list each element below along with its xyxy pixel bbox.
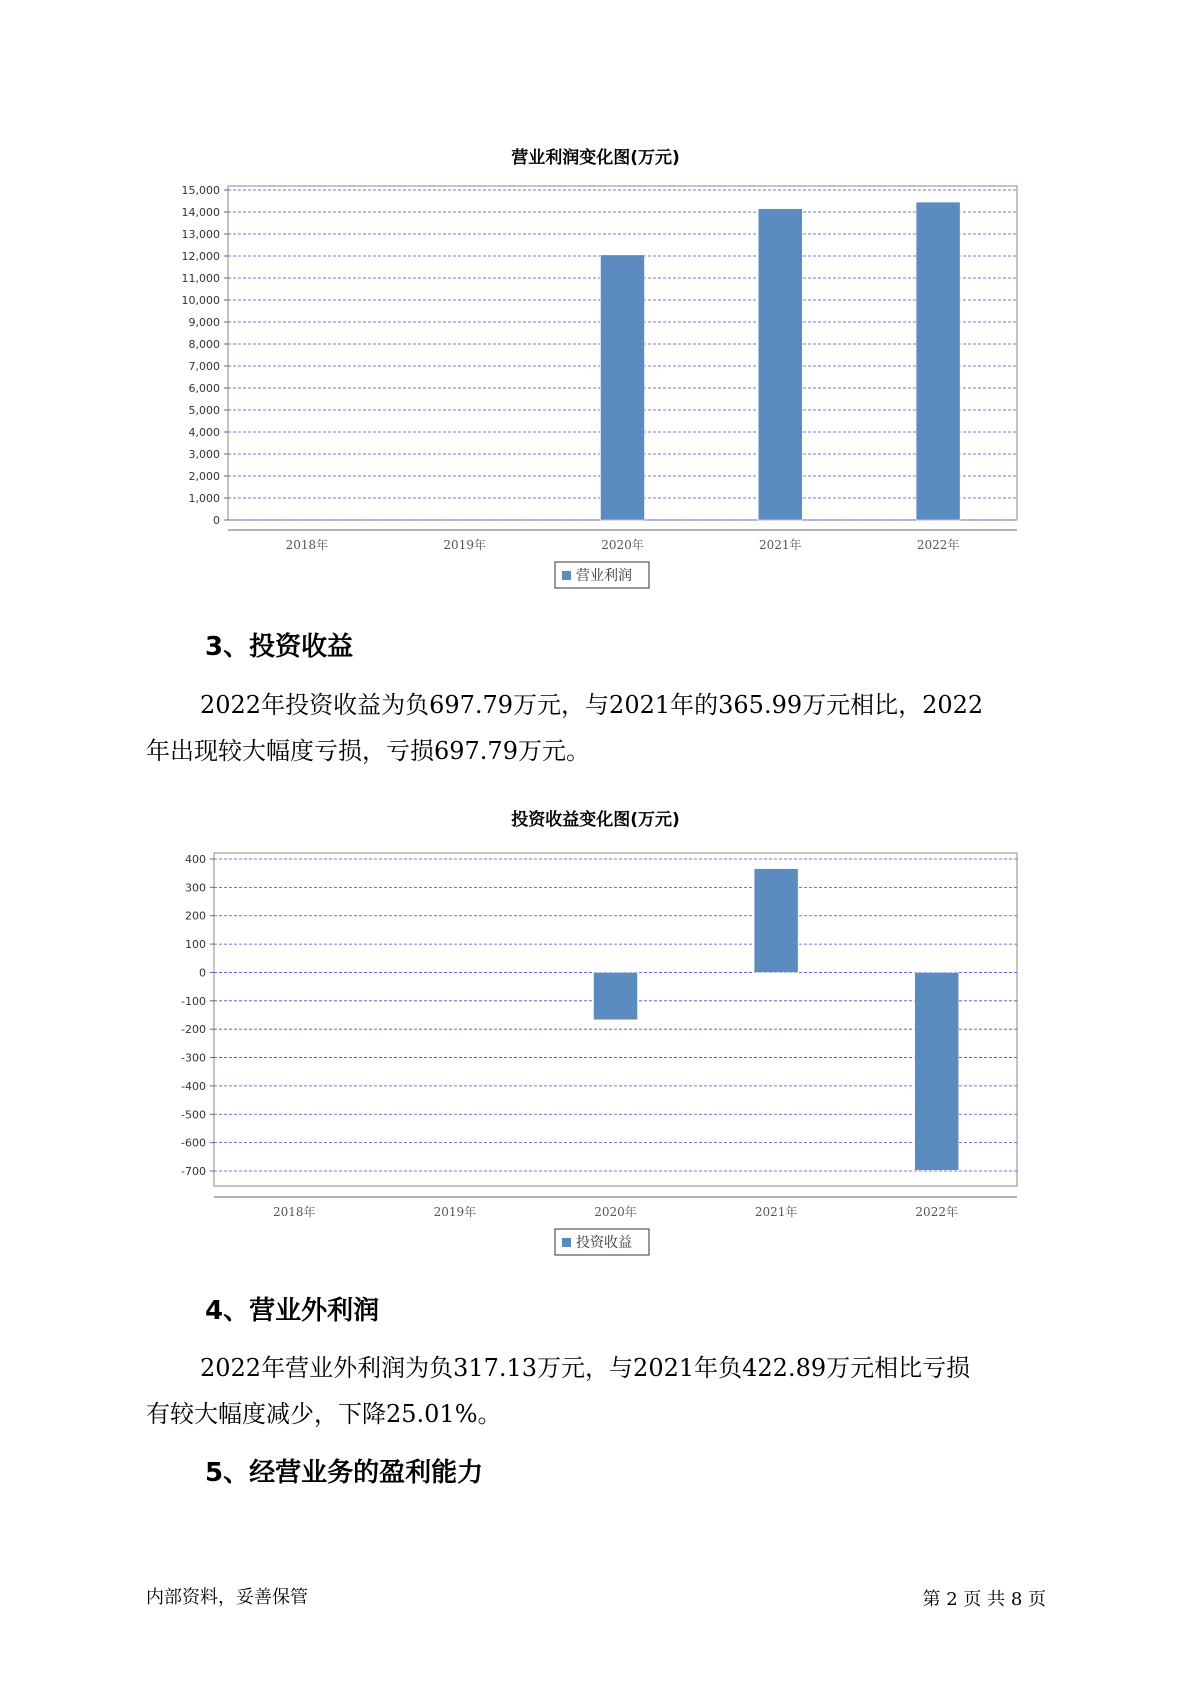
legend-swatch: [562, 1238, 571, 1247]
x-tick-label: 2021年: [754, 1205, 798, 1219]
legend-label: 营业利润: [576, 568, 632, 584]
y-tick-label: 5,000: [188, 404, 220, 417]
y-tick-label: 6,000: [188, 382, 220, 395]
y-tick-label: -200: [181, 1023, 206, 1037]
x-tick-label: 2019年: [443, 538, 486, 552]
y-tick-label: 11,000: [181, 272, 220, 285]
chart2-title: 投资收益变化图(万元): [511, 810, 680, 830]
footer-confidential: 内部资料，妥善保管: [146, 1587, 308, 1608]
section5-heading: 5、经营业务的盈利能力: [205, 1458, 484, 1488]
y-tick-label: -400: [181, 1079, 206, 1093]
y-tick-label: 13,000: [181, 228, 220, 241]
section3-line2: 年出现较大幅度亏损，亏损697.79万元。: [146, 737, 590, 765]
section3-line1: 2022年投资收益为负697.79万元，与2021年的365.99万元相比，2022: [200, 691, 984, 719]
y-tick-label: 100: [185, 938, 206, 952]
y-tick-label: -600: [181, 1136, 206, 1150]
y-tick-label: 0: [213, 514, 220, 527]
y-tick-label: 300: [185, 881, 206, 895]
bar: [915, 972, 959, 1170]
y-tick-label: -500: [181, 1108, 206, 1122]
y-tick-label: 9,000: [188, 316, 220, 329]
bar: [594, 972, 638, 1019]
y-tick-label: 14,000: [181, 206, 220, 219]
legend-label: 投资收益: [576, 1235, 632, 1251]
y-tick-label: 400: [185, 853, 206, 866]
chart1-title: 营业利润变化图(万元): [511, 148, 680, 168]
y-tick-label: 4,000: [188, 426, 220, 439]
section3-heading: 3、投资收益: [205, 632, 354, 662]
y-tick-label: 1,000: [188, 492, 220, 505]
section4-line2: 有较大幅度减少，下降25.01%。: [146, 1400, 502, 1428]
bar: [754, 869, 798, 973]
y-tick-label: 200: [185, 909, 206, 923]
x-tick-label: 2020年: [594, 1205, 637, 1219]
x-tick-label: 2018年: [285, 538, 329, 552]
section4-paragraph: [146, 1345, 1046, 1437]
x-tick-label: 2018年: [273, 1205, 316, 1219]
section4-line1: 2022年营业外利润为负317.13万元，与2021年负422.89万元相比亏损: [200, 1354, 971, 1382]
x-tick-label: 2020年: [601, 538, 644, 552]
y-tick-label: -700: [181, 1165, 206, 1178]
section4-heading: 4、营业外利润: [205, 1296, 380, 1326]
y-tick-label: -100: [181, 994, 206, 1008]
y-tick-label: 8,000: [188, 338, 220, 351]
x-tick-label: 2022年: [916, 538, 960, 552]
y-tick-label: -300: [181, 1051, 206, 1065]
y-tick-label: 10,000: [181, 294, 220, 307]
footer-page-number: 第 2 页 共 8 页: [922, 1589, 1046, 1610]
y-tick-label: 2,000: [188, 470, 220, 483]
x-tick-label: 2022年: [915, 1205, 958, 1219]
x-tick-label: 2019年: [433, 1205, 477, 1219]
y-tick-label: 15,000: [181, 184, 220, 197]
y-tick-label: 3,000: [188, 448, 220, 461]
x-tick-label: 2021年: [759, 538, 802, 552]
y-tick-label: 0: [199, 966, 206, 980]
y-tick-label: 7,000: [188, 360, 220, 373]
y-tick-label: 12,000: [181, 250, 220, 263]
